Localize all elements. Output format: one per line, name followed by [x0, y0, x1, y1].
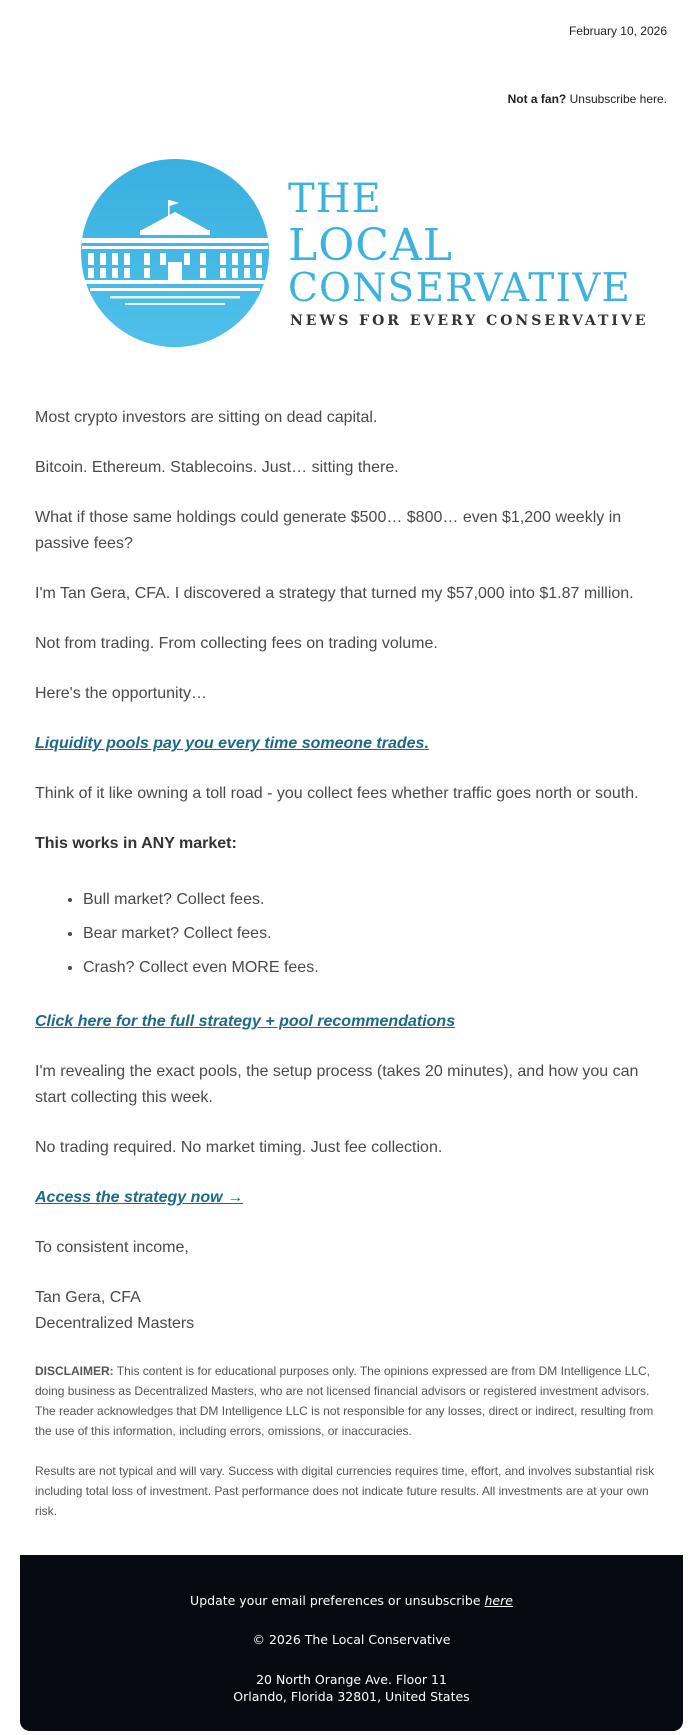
- footer-unsubscribe-link[interactable]: here: [484, 1593, 513, 1608]
- body-paragraph: Think of it like owning a toll road - you collect fees whether traffic goes north or south.: [35, 785, 639, 802]
- white-house-icon: [80, 158, 270, 348]
- body-paragraph: Not from trading. From collecting fees on trading volume.: [35, 635, 438, 652]
- market-list: [35, 887, 665, 981]
- email-body: [35, 405, 665, 1337]
- access-strategy-link[interactable]: Access the strategy now →: [35, 1189, 244, 1206]
- body-paragraph: Most crypto investors are sitting on dead capital.: [35, 409, 378, 426]
- footer-preferences: [20, 1593, 683, 1608]
- market-heading: This works in ANY market:: [35, 835, 237, 852]
- brand-logo[interactable]: [80, 158, 649, 350]
- disclaimer-text: This content is for educational purposes only. The opinions expressed are from DM Intelligence LLC, doing business as Decentralized Masters, who are not licensed financial advisors or registered investment advisors. The reader acknowledges that DM Intelligence LLC is not responsible for any losses, direct or indirect, resulting from the use of this information, including errors, omissions, or inaccuracies.: [35, 1364, 654, 1438]
- body-paragraph: I'm revealing the exact pools, the setup process (takes 20 minutes), and how you can start collecting this week.: [35, 1063, 639, 1106]
- signature-org: Decentralized Masters: [35, 1315, 195, 1332]
- disclaimer: [35, 1361, 665, 1541]
- top-unsubscribe: [508, 92, 667, 106]
- footer-preferences-text: Update your email preferences or unsubscribe: [190, 1593, 485, 1608]
- unsubscribe-link[interactable]: Unsubscribe here.: [569, 92, 667, 106]
- body-paragraph: Here's the opportunity…: [35, 685, 208, 702]
- logo-line-conservative: CONSERVATIVE: [288, 266, 632, 311]
- list-item: • Bear market? Collect fees.: [83, 921, 665, 947]
- email-date: February 10, 2026: [568, 24, 667, 38]
- body-paragraph: Bitcoin. Ethereum. Stablecoins. Just… sitting there.: [35, 459, 399, 476]
- body-paragraph: I'm Tan Gera, CFA. I discovered a strategy that turned my $57,000 into $1.87 million.: [35, 585, 634, 602]
- closing-line: To consistent income,: [35, 1239, 189, 1256]
- logo-line-the: THE: [288, 176, 382, 222]
- logo-tagline: NEWS FOR EVERY CONSERVATIVE: [290, 313, 649, 329]
- logo-line-local: LOCAL: [288, 220, 453, 271]
- liquidity-pools-link[interactable]: Liquidity pools pay you every time someone trades.: [35, 735, 429, 752]
- list-item: • Crash? Collect even MORE fees.: [83, 955, 665, 981]
- body-paragraph: No trading required. No market timing. Just fee collection.: [35, 1139, 443, 1156]
- footer-copyright: © 2026 The Local Conservative: [252, 1632, 451, 1647]
- body-paragraph: What if those same holdings could generate $500… $800… even $1,200 weekly in passive fees?: [35, 509, 622, 552]
- footer-address: [20, 1671, 683, 1705]
- not-a-fan-label: Not a fan?: [507, 92, 567, 106]
- list-item: • Bull market? Collect fees.: [83, 887, 665, 913]
- signature-name: Tan Gera, CFA: [35, 1289, 141, 1306]
- signature: [35, 1285, 665, 1337]
- results-disclaimer: Results are not typical and will vary. Success with digital currencies requires time, effort, and involves substantial risk including total loss of investment. Past performance does not indicate future results. All investments are at your own risk.: [35, 1464, 655, 1518]
- footer-address-line1: 20 North Orange Ave. Floor 11: [256, 1672, 447, 1687]
- footer-address-line2: Orlando, Florida 32801, United States: [233, 1689, 470, 1704]
- full-strategy-link[interactable]: Click here for the full strategy + pool recommendations: [35, 1013, 456, 1030]
- disclaimer-label: DISCLAIMER:: [35, 1364, 114, 1378]
- email-footer: [20, 1555, 683, 1731]
